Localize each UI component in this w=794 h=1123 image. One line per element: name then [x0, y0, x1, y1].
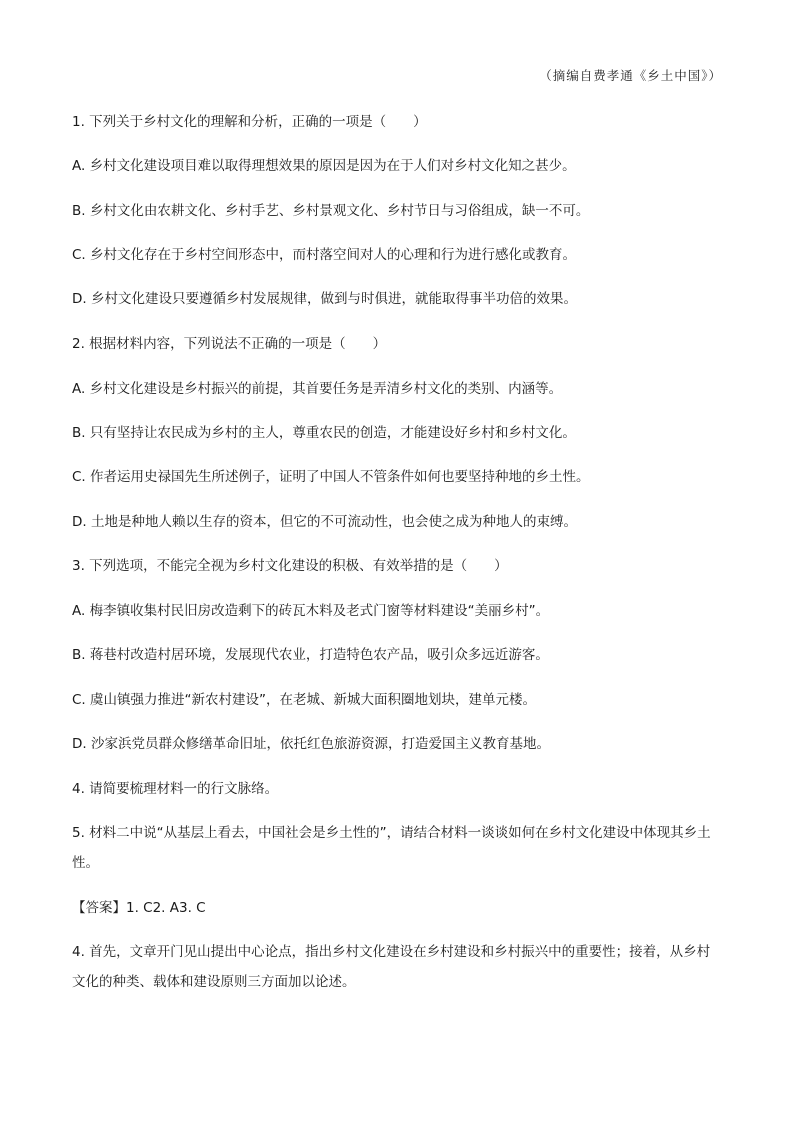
- question-1-stem: 1. 下列关于乡村文化的理解和分析，正确的一项是（ ）: [72, 114, 427, 130]
- answer-label: 【答案】: [72, 900, 126, 916]
- question-5-stem: 5. 材料二中说“从基层上看去，中国社会是乡土性的”，请结合材料一谈谈如何在乡村文化建设中体现其乡土性。: [72, 825, 711, 871]
- question-4-stem: 4. 请简要梳理材料一的行文脉络。: [72, 781, 279, 797]
- question-1-option-a: A. 乡村文化建设项目难以取得理想效果的原因是因为在于人们对乡村文化知之甚少。: [72, 158, 576, 174]
- question-1-option-c: C. 乡村文化存在于乡村空间形态中，而村落空间对人的心理和行为进行感化或教育。: [72, 247, 577, 263]
- question-3-stem: 3. 下列选项，不能完全视为乡村文化建设的积极、有效举措的是（ ）: [72, 558, 508, 574]
- question-1-option-b: B. 乡村文化由农耕文化、乡村手艺、乡村景观文化、乡村节日与习俗组成，缺一不可。: [72, 203, 590, 219]
- question-3-option-c: C. 虞山镇强力推进“新农村建设”，在老城、新城大面积圈地划块，建单元楼。: [72, 692, 536, 708]
- question-1-option-d: D. 乡村文化建设只要遵循乡村发展规律，做到与时俱进，就能取得事半功倍的效果。: [72, 291, 577, 307]
- source-citation: （摘编自费孝通《乡土中国》）: [539, 68, 722, 83]
- question-3-option-b: B. 蒋巷村改造村居环境，发展现代农业，打造特色农产品，吸引众多远近游客。: [72, 647, 549, 663]
- question-2-stem: 2. 根据材料内容，下列说法不正确的一项是（ ）: [72, 336, 387, 352]
- question-2-option-b: B. 只有坚持让农民成为乡村的主人，尊重农民的创造，才能建设好乡村和乡村文化。: [72, 425, 576, 441]
- question-3-option-d: D. 沙家浜党员群众修缮革命旧址，依托红色旅游资源，打造爱国主义教育基地。: [72, 736, 550, 752]
- question-2-option-a: A. 乡村文化建设是乡村振兴的前提，其首要任务是弄清乡村文化的类别、内涵等。: [72, 381, 563, 397]
- question-3-option-a: A. 梅李镇收集村民旧房改造剩下的砖瓦木料及老式门窗等材料建设“美丽乡村”。: [72, 603, 550, 619]
- question-2-option-d: D. 土地是种地人赖以生存的资本，但它的不可流动性，也会使之成为种地人的束缚。: [72, 514, 577, 530]
- answer-4-text: 4. 首先，文章开门见山提出中心论点，指出乡村文化建设在乡村建设和乡村振兴中的重要性；接着，从乡村文化的种类、载体和建设原则三方面加以论述。: [72, 944, 711, 990]
- question-2-option-c: C. 作者运用史禄国先生所述例子，证明了中国人不管条件如何也要坚持种地的乡土性。: [72, 469, 590, 485]
- answer-text: 1. C2. A3. C: [126, 900, 206, 916]
- answer-line: [72, 897, 206, 919]
